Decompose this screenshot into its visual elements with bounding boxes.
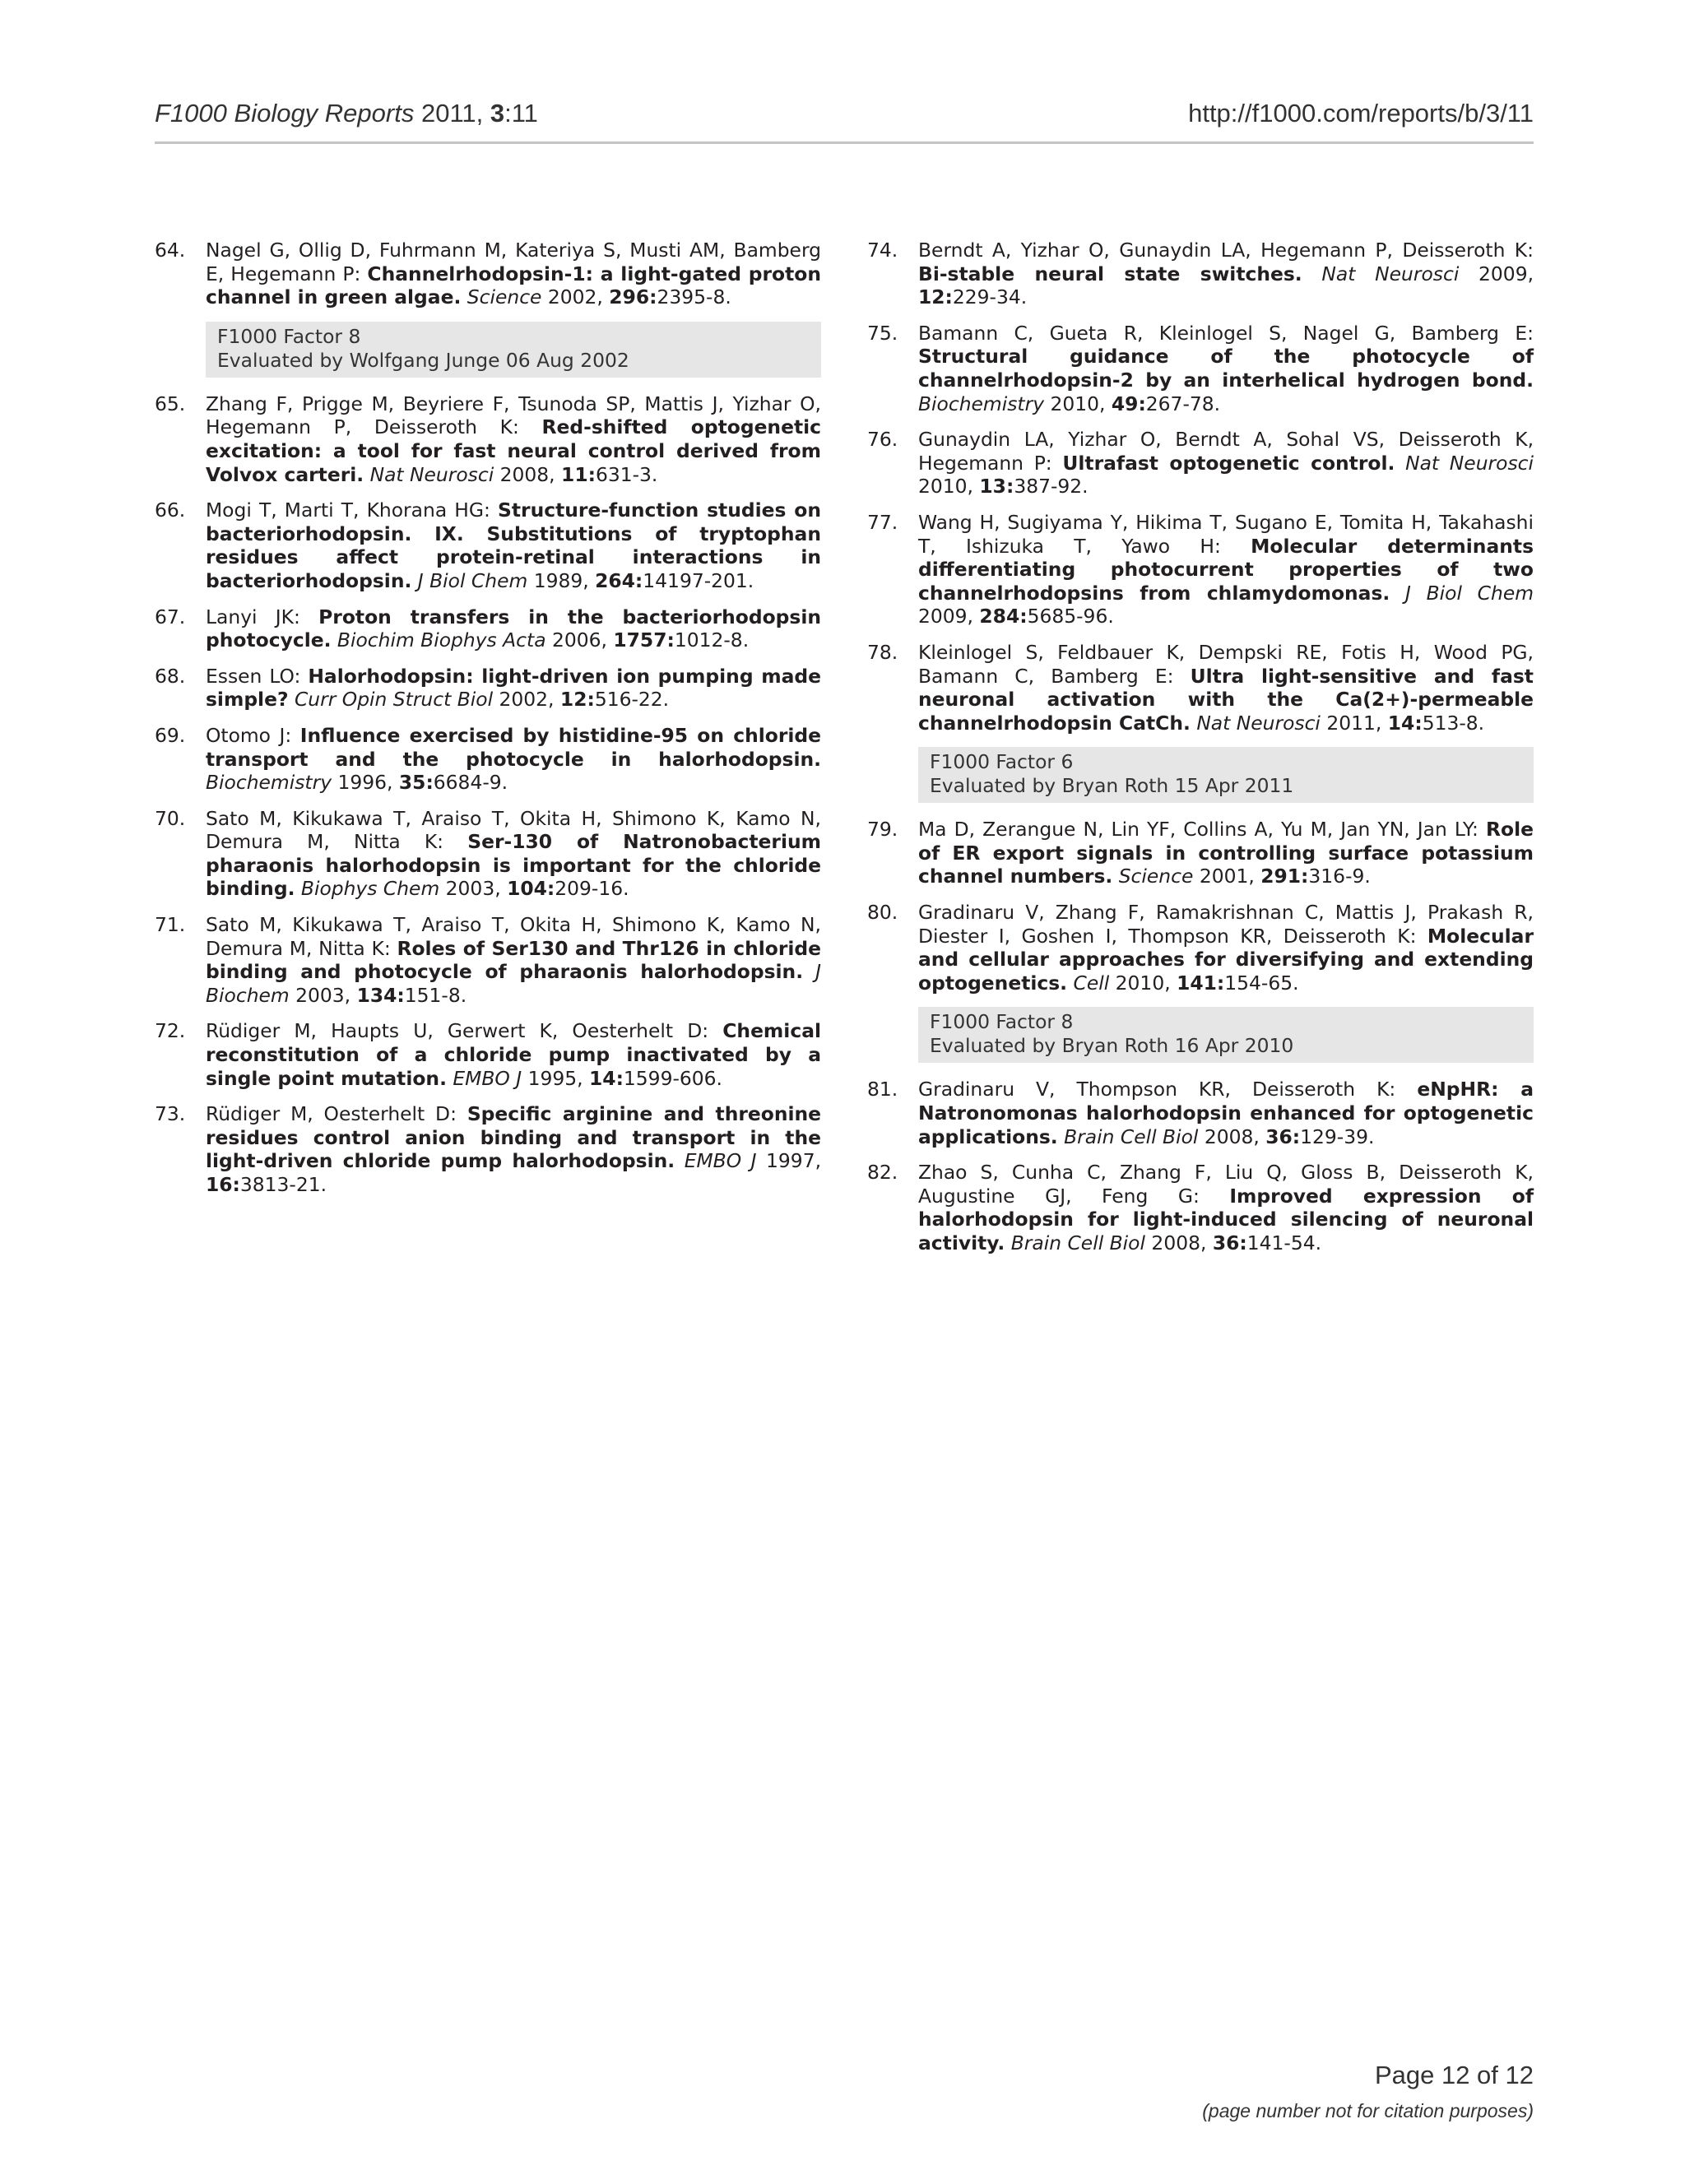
reference-year: 2001, [1193,865,1261,888]
reference-volume: 14: [1387,711,1423,735]
reference-journal: Science [467,285,542,309]
reference-year: 2002, [541,285,610,309]
reference-journal: Biochemistry [918,392,1045,415]
journal-name: F1000 Biology Reports [155,99,415,128]
reference-year: 2008, [1145,1231,1213,1254]
journal-citation [155,99,538,128]
reference-pages: 229-34. [952,285,1028,309]
reference-year: 2011, [1320,711,1388,735]
reference-entry [155,239,821,309]
reference-title: Structure-function studies on bacteriorhodopsin. IX. Substitutions of tryptophan residues affect protein-retinal interactions in bacteriorhodopsin. [206,498,821,592]
reference-year: 2002, [493,688,560,712]
reference-number: 66. [155,498,186,522]
reference-title: Specific arginine and threonine residues control anion binding and transport in the light-driven chloride pump halorhodopsin. [206,1102,822,1173]
reference-pages: 129-39. [1300,1124,1375,1148]
reference-volume: 134: [356,983,405,1007]
reference-pages: 1012-8. [674,628,750,652]
reference-title: Chemical reconstitution of a chloride pump inactivated by a single point mutation. [206,1019,821,1090]
reference-pages: 151-8. [404,983,467,1007]
reference-number: 72. [155,1019,186,1043]
reference-entry [155,724,821,795]
reference-authors: Sato M, Kikukawa T, Araiso T, Okita H, Shimono K, Kamo N, Demura M, Nitta K: [206,806,821,854]
reference-journal: Nat Neurosci [369,462,494,486]
reference-volume: 296: [609,285,657,309]
reference-journal: Brain Cell Biol [1010,1231,1145,1254]
reference-number: 79. [867,818,898,842]
reference-journal: Science [1118,865,1194,888]
reference-authors: Rüdiger M, Oesterhelt D: [206,1102,467,1126]
reference-year: 2010, [1044,392,1112,415]
reference-volume: 264: [595,568,643,592]
reference-authors: Mogi T, Marti T, Khorana HG: [206,498,499,522]
reference-journal: Nat Neurosci [1196,711,1321,735]
reference-number: 74. [867,239,898,262]
f1000-factor-box [918,747,1534,803]
reference-pages: 5685-96. [1027,605,1114,628]
f1000-factor-score: F1000 Factor 8 [930,1010,1074,1034]
reference-authors: Essen LO: [206,664,309,688]
reference-authors: Sato M, Kikukawa T, Araiso T, Okita H, Shimono K, Kamo N, Demura M, Nitta K: [206,913,821,960]
reference-volume: 13: [979,475,1014,498]
reference-entry [867,1161,1534,1254]
reference-pages: 316-9. [1308,865,1371,888]
reference-year: 1989, [527,568,596,592]
reference-entry [155,1019,821,1090]
reference-volume: 104: [507,877,555,901]
reference-number: 78. [867,640,898,664]
reference-title: Roles of Ser130 and Thr126 in chloride binding and photocycle of pharaonis halorhodopsin. [206,936,821,984]
reference-year: 2008, [494,462,562,486]
reference-journal: Biochemistry [206,771,332,795]
reference-volume: 36: [1265,1124,1301,1148]
reference-entry [155,665,821,712]
reference-pages: 267-78. [1145,392,1221,415]
reference-journal: Brain Cell Biol [1064,1124,1199,1148]
reference-authors: Gradinaru V, Thompson KR, Deisseroth K: [918,1078,1418,1101]
reference-pages: 3813-21. [239,1173,327,1196]
reference-title: Channelrhodopsin-1: a light-gated proton channel in green algae. [206,262,821,309]
reference-journal: Cell [1073,971,1110,995]
journal-year: 2011, [414,99,490,128]
reference-number: 76. [867,428,898,452]
reference-pages: 141-54. [1246,1231,1322,1254]
reference-entry [867,1078,1534,1148]
reference-number: 75. [867,321,898,345]
reference-year: 2010, [1109,971,1177,995]
reference-pages: 513-8. [1422,711,1485,735]
reference-pages: 2395-8. [657,285,731,309]
reference-journal: J Biol Chem [417,568,528,592]
reference-authors: Gunaydin LA, Yizhar O, Berndt A, Sohal VS, Deisseroth K, Hegemann P: [918,428,1534,475]
reference-journal: Nat Neurosci [1321,262,1460,285]
reference-year: 1995, [522,1066,590,1090]
f1000-evaluator: Evaluated by Bryan Roth 16 Apr 2010 [930,1034,1294,1058]
article-url[interactable]: http://f1000.com/reports/b/3/11 [1188,99,1534,128]
reference-number: 65. [155,392,186,415]
f1000-evaluator: Evaluated by Wolfgang Junge 06 Aug 2002 [217,348,629,372]
reference-number: 70. [155,806,186,830]
reference-title: Ultra light-sensitive and fast neuronal activation with the Ca(2+)-permeable channelrhodopsin CatCh. [918,664,1534,735]
reference-title: Ultrafast optogenetic control. [1062,451,1395,475]
reference-entry [867,322,1534,415]
reference-volume: 12: [918,285,953,309]
reference-year: 2010, [918,475,980,498]
reference-volume: 291: [1260,865,1309,888]
reference-journal: Curr Opin Struct Biol [294,688,494,712]
reference-year: 1996, [332,771,399,795]
reference-pages: 387-92. [1014,475,1089,498]
reference-pages: 1599-606. [623,1066,722,1090]
reference-journal: Biophys Chem [300,877,440,901]
reference-title: Ser-130 of Natronobacterium pharaonis halorhodopsin is important for the chloride binding. [206,830,821,901]
reference-number: 73. [155,1102,186,1126]
f1000-evaluator: Evaluated by Bryan Roth 15 Apr 2011 [930,774,1294,798]
references-right-column [867,239,1534,1268]
reference-title: Structural guidance of the photocycle of channelrhodopsin-2 by an interhelical hydrogen bond. [918,345,1534,392]
reference-year: 2009, [1459,262,1534,285]
reference-year: 1997, [756,1149,822,1173]
reference-year: 2009, [918,605,980,628]
reference-volume: 49: [1111,392,1146,415]
reference-authors: Bamann C, Gueta R, Kleinlogel S, Nagel G, Bamberg E: [918,321,1534,345]
reference-authors: Zhao S, Cunha C, Zhang F, Liu Q, Gloss B, Deisseroth K, Augustine GJ, Feng G: [918,1161,1534,1208]
reference-number: 69. [155,723,186,747]
reference-pages: 209-16. [555,877,629,901]
reference-title: Role of ER export signals in controlling surface potassium channel numbers. [918,818,1534,888]
reference-volume: 35: [398,771,434,795]
reference-year: 2003, [289,983,357,1007]
reference-number: 80. [867,901,898,925]
reference-journal: EMBO J [453,1066,522,1090]
reference-pages: 6684-9. [433,771,508,795]
reference-authors: Berndt A, Yizhar O, Gunaydin LA, Hegemann P, Deisseroth K: [918,239,1534,262]
reference-entry [155,1102,821,1196]
reference-entry [155,913,821,1007]
reference-number: 67. [155,605,186,628]
reference-authors: Gradinaru V, Zhang F, Ramakrishnan C, Mattis J, Prakash R, Diester I, Goshen I, Thompson KR, Deisseroth K: [918,901,1534,948]
f1000-factor-score: F1000 Factor 8 [217,324,361,348]
reference-volume: 284: [979,605,1028,628]
reference-title: Molecular determinants differentiating photocurrent properties of two channelrhodopsins from chlamydomonas. [918,534,1534,605]
f1000-factor-score: F1000 Factor 6 [930,750,1074,774]
reference-year: 2003, [439,877,508,901]
reference-title: Molecular and cellular approaches for diversifying and extending optogenetics. [918,924,1534,995]
reference-number: 77. [867,510,898,534]
page-number: Page 12 of 12 [1374,2061,1534,2089]
reference-volume: 14: [589,1066,624,1090]
journal-article: :11 [504,99,538,128]
reference-pages: 14197-201. [643,568,754,592]
reference-entry [867,901,1534,995]
reference-entry [867,428,1534,498]
reference-authors: Otomo J: [206,723,300,747]
f1000-factor-box [918,1007,1534,1063]
reference-title: Improved expression of halorhodopsin for light-induced silencing of neuronal activity. [918,1184,1534,1254]
reference-title: Proton transfers in the bacteriorhodopsin photocycle. [206,605,821,652]
reference-entry [867,511,1534,628]
reference-entry [155,807,821,901]
reference-title: Bi-stable neural state switches. [918,262,1302,285]
reference-pages: 631-3. [595,462,658,486]
reference-number: 68. [155,664,186,688]
reference-pages: 516-22. [594,688,670,712]
page-number-note: (page number not for citation purposes) [1202,2100,1534,2121]
reference-authors: Lanyi JK: [206,605,319,628]
reference-journal: Biochim Biophys Acta [337,628,546,652]
reference-journal: EMBO J [684,1149,757,1173]
reference-journal: J Biochem [206,960,822,1007]
reference-year: 2006, [545,628,614,652]
reference-title: Red-shifted optogenetic excitation: a tool for fast neural control derived from Volvox carteri. [206,415,822,486]
reference-entry [867,239,1534,309]
reference-year: 2008, [1198,1124,1266,1148]
reference-authors: Rüdiger M, Haupts U, Gerwert K, Oesterhelt D: [206,1019,723,1043]
reference-entry [155,605,821,652]
reference-authors: Ma D, Zerangue N, Lin YF, Collins A, Yu M, Jan YN, Jan LY: [918,818,1487,842]
reference-volume: 1757: [613,628,675,652]
reference-number: 82. [867,1161,898,1185]
reference-volume: 141: [1177,971,1225,995]
reference-title: Halorhodopsin: light-driven ion pumping made simple? [206,664,821,712]
reference-journal: Nat Neurosci [1405,451,1534,475]
reference-entry [867,818,1534,888]
reference-authors: Kleinlogel S, Feldbauer K, Dempski RE, Fotis H, Wood PG, Bamann C, Bamberg E: [918,640,1534,688]
reference-title: eNpHR: a Natronomonas halorhodopsin enhanced for optogenetic applications. [918,1078,1534,1148]
reference-volume: 16: [206,1173,240,1196]
reference-number: 64. [155,239,186,262]
references-left-column [155,239,821,1209]
reference-authors: Nagel G, Ollig D, Fuhrmann M, Kateriya S, Musti AM, Bamberg E, Hegemann P: [206,239,821,285]
f1000-factor-box [206,322,821,378]
reference-entry [155,392,821,486]
reference-volume: 36: [1212,1231,1247,1254]
reference-volume: 11: [561,462,596,486]
reference-number: 71. [155,913,186,937]
reference-journal: J Biol Chem [1404,581,1534,605]
reference-authors: Wang H, Sugiyama Y, Hikima T, Sugano E, Tomita H, Takahashi T, Ishizuka T, Yawo H: [918,510,1534,558]
reference-entry [867,641,1534,735]
reference-authors: Zhang F, Prigge M, Beyriere F, Tsunoda SP, Mattis J, Yizhar O, Hegemann P, Deisseroth K: [206,392,821,439]
reference-title: Influence exercised by histidine-95 on chloride transport and the photocycle in halorhodopsin. [206,723,821,771]
reference-number: 81. [867,1078,898,1101]
reference-volume: 12: [559,688,595,712]
reference-entry [155,498,821,592]
journal-volume: 3 [490,99,505,128]
reference-pages: 154-65. [1224,971,1299,995]
page-header [155,90,1534,144]
